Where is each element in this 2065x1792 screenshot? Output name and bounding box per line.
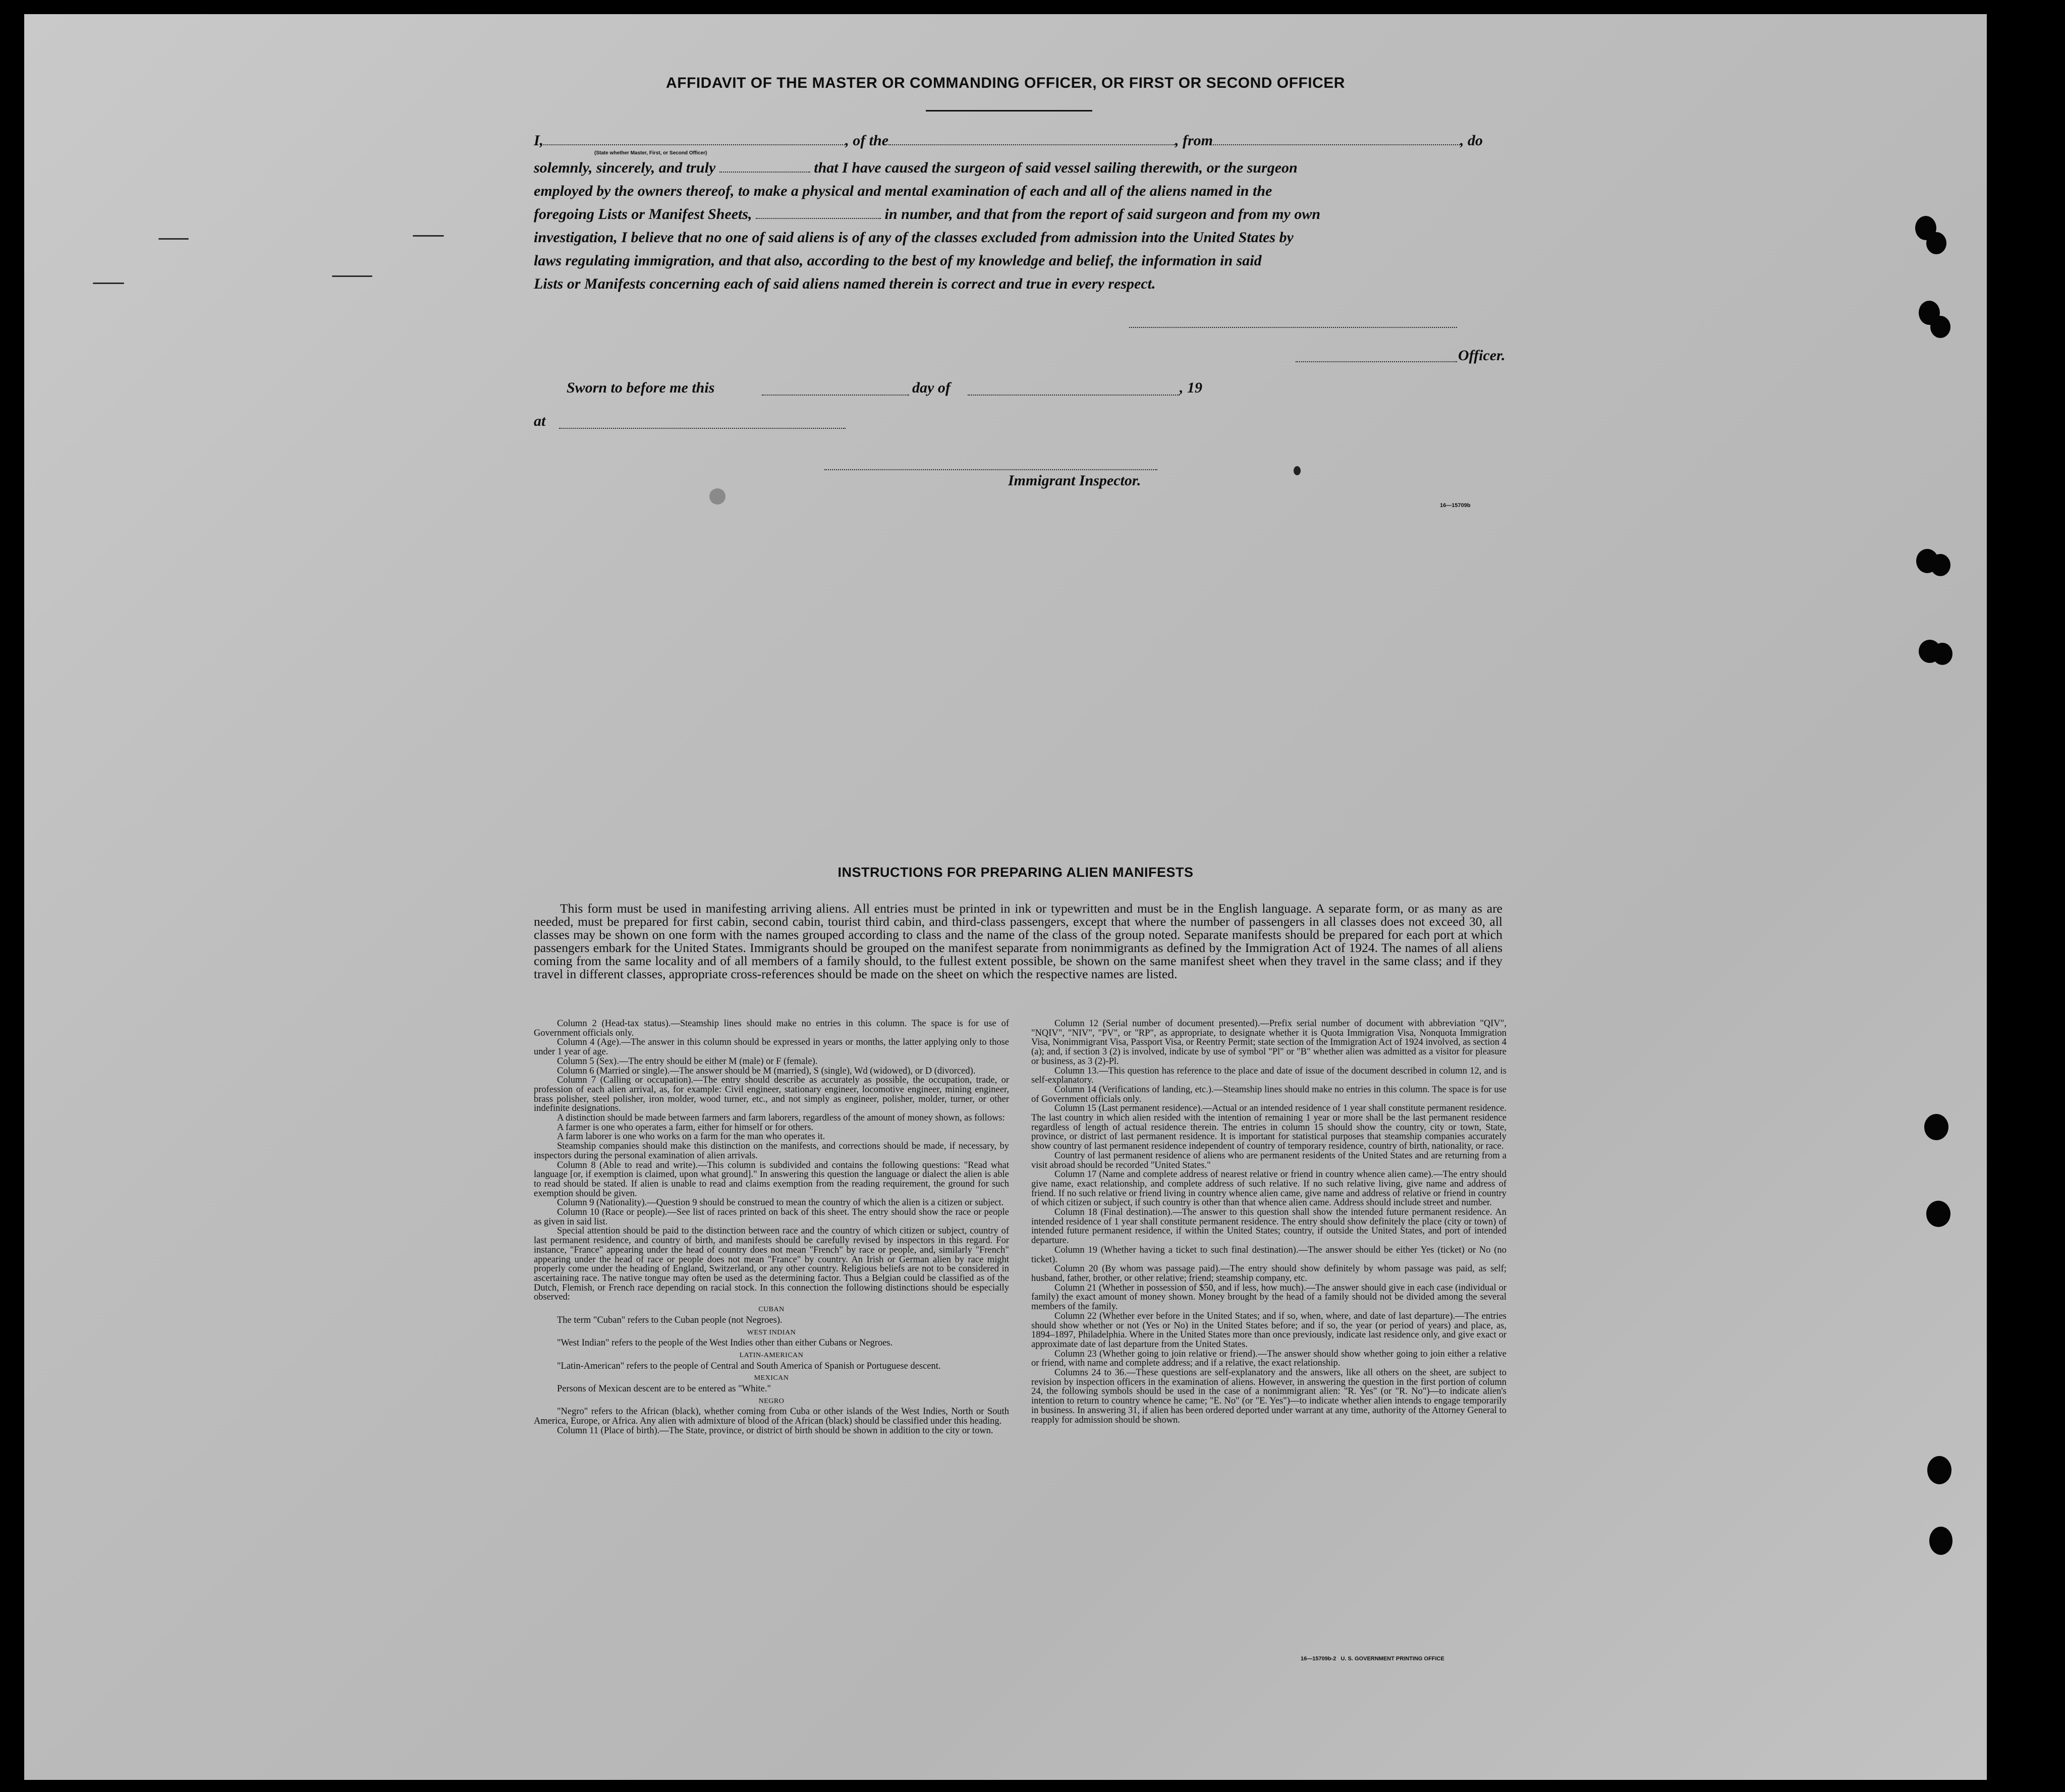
instructions-intro: This form must be used in manifesting arriving aliens. All entries must be printed in ink or typewritten and must be in the English language. A separate form, or as many as are needed, must be prepared for first cabin, second cabin, tourist third cabin, and third-class passengers, except that where the number of passengers in all classes does not exceed 30, all classes may be shown on one form with the names grouped according to class and the name of the class of the group noted. Separate manifests should be prepared for each port at which passengers embark for the United States. Immigrants should be grouped on the manifest separate from nonimmigrants as defined by the Immigration Act of 1924. The names of all aliens coming from the same locality and of all members of a family should, to the fullest extent possible, be shown on the same manifest sheet when they travel in the same class; and if they travel in different classes, appropriate cross-references should be made on the sheet on which the respective names are listed.	[534, 901, 1502, 981]
latin-american-heading: LATIN-AMERICAN	[739, 1351, 804, 1359]
col-12-note: Column 12 (Serial number of document presented).—Prefix serial number of document with abbreviation "QIV", "NQIV", "NIV", "PV", or "RP", as appropriate, to designate whether it is Quota Immigration Visa, Nonquota Immigration Visa, Nonimmigrant Visa, Passport Visa, or Reentry Permit; state section of the Immigration Act of 1924 involved, as section 4 (a); and, if section 3 (2) is involved, indicate by use of symbol "Pl" or "B" whether alien was admitted as a visitor for pleasure or business, as 3 (2)-Pl.	[1031, 1019, 1506, 1067]
col-20-note: Column 20 (By whom was passage paid).—The entry should show definitely by whom passage was paid, as self; husband, father, brother, or other relative; friend; steamship company, etc.	[1031, 1264, 1506, 1283]
col-21-note: Column 21 (Whether in possession of $50, and if less, how much).—The answer should give in each case (individual or family) the exact amount of money shown. Money brought by the head of a family should not be divided among the several members of the family.	[1031, 1282, 1506, 1312]
affidavit-l4a: foregoing Lists or Manifest Sheets,	[534, 206, 752, 222]
sworn-month-field[interactable]	[968, 395, 1180, 396]
affidavit-line-4	[534, 203, 1320, 226]
punch-hole	[1924, 1114, 1948, 1140]
sheet-count-field[interactable]	[756, 207, 881, 219]
affidavit-line-6: laws regulating immigration, and that also, according to the best of my knowledge and belief, the information in said	[534, 252, 1262, 269]
officer-signature-line[interactable]	[1296, 361, 1457, 362]
col-8-note: Column 8 (Able to read and write).—This column is subdivided and contains the following questions: "Read what language [or, if exemption is claimed, upon what ground]." In answering this question the language or dialect the alien is able to read should be stated. If alien is unable to read and claims exemption from the reading requirement, the ground for such exemption should be given.	[534, 1160, 1009, 1199]
vessel-name-field[interactable]	[888, 133, 1175, 145]
ink-mark	[93, 283, 124, 284]
farmer-definition: A farmer is one who operates a farm, either for himself or for others.	[557, 1122, 814, 1133]
returning-residents-note: Country of last permanent residence of aliens who are permanent residents of the United States and are returning from a visit abroad should be recorded "United States."	[1031, 1150, 1506, 1170]
col-24-36-note: Columns 24 to 36.—These questions are self-explanatory and the answers, like all others on the sheet, are subject to revision by inspection officers in the examination of aliens. However, in answering the question in the first portion of column 24, the following symbols should be used in the case of a nonimmigrant alien: "R. Yes" (or "R. No")—to indicate alien's intention to return to country whence he came; "E. No" (or "E. Yes")—to indicate whether alien intends to engage temporarily in business. In answering 31, if alien has been ordered deported under warrant at any time, authority of the Attorney General to reapply for admission should be shown.	[1031, 1368, 1506, 1425]
footer-code: 16—15709b-2	[1301, 1656, 1336, 1662]
oath-field[interactable]	[719, 160, 810, 173]
ink-mark	[158, 238, 189, 240]
manifest-sheet	[24, 14, 1987, 1780]
instructions-left-column	[534, 1019, 1009, 1436]
printer-imprint: U. S. GOVERNMENT PRINTING OFFICE	[1341, 1656, 1444, 1662]
col-23-note: Column 23 (Whether going to join relative or friend).—The answer should show whether going to join either a relative or friend, with name and complete address; and if a relative, the exact relationship.	[1031, 1349, 1506, 1369]
negro-heading: NEGRO	[758, 1397, 785, 1405]
affidavit-l4b: in number, and that from the report of said surgeon and from my own	[884, 206, 1321, 222]
footer-form-code	[1301, 1656, 1444, 1662]
stain-mark	[709, 488, 725, 505]
col-18-note: Column 18 (Final destination).—The answer to this question shall show the intended future permanent residence. An intended residence of 1 year shall constitute permanent residence. The entry should show definitely the place (city or town) of intended future permanent residence, if within the United States; country, if outside the United States, and port of intended departure.	[1031, 1207, 1506, 1246]
col-5-note: Column 5 (Sex).—The entry should be either M (male) or F (female).	[557, 1056, 818, 1067]
punch-hole	[1926, 232, 1946, 254]
affidavit-line-3: employed by the owners thereof, to make a physical and mental examination of each and all of the aliens named in the	[534, 183, 1272, 199]
col-4-note: Column 4 (Age).—The answer in this column should be expressed in years or months, the latter applying only to those under 1 year of age.	[534, 1037, 1009, 1057]
punch-hole	[1929, 1527, 1952, 1555]
title-rule	[926, 110, 1092, 111]
affidavit-from: , from	[1175, 132, 1213, 149]
col-13-note: Column 13.—This question has reference to the place and date of issue of the document described in column 12, and is self-explanatory.	[1031, 1066, 1506, 1086]
affidavit-line-2	[534, 156, 1298, 180]
affidavit-do: , do	[1460, 132, 1483, 149]
punch-hole	[1930, 554, 1950, 576]
west-indian-definition: "West Indian" refers to the people of the West Indies other than either Cubans or Negroes.	[557, 1338, 893, 1349]
latin-american-definition: "Latin-American" refers to the people of Central and South America of Spanish or Portuguese descent.	[557, 1361, 941, 1371]
day-of-label: day of	[912, 379, 951, 396]
officer-label: Officer.	[1458, 347, 1505, 364]
sworn-place-field[interactable]	[559, 428, 846, 429]
affidavit-l2a: solemnly, sincerely, and truly	[534, 159, 716, 176]
col-6-note: Column 6 (Married or single).—The answer should be M (married), S (single), Wd (widowed), or D (divorced).	[557, 1066, 976, 1076]
col-14-note: Column 14 (Verifications of landing, etc.).—Steamship lines should make no entries in this column. The space is for use of Government officials only.	[1031, 1084, 1506, 1104]
cuban-definition: The term "Cuban" refers to the Cuban people (not Negroes).	[557, 1315, 783, 1325]
at-label: at	[534, 413, 546, 429]
col-22-note: Column 22 (Whether ever before in the United States; and if so, when, where, and date of last departure).—The entries should show whether or not (Yes or No) in the United States before; and if so, the year (or period of years) and place, as, 1894–1897, Philadelphia. Where in the United States more than once previously, indicate last residence only, and give exact or approximate date of last departure from the United States.	[1031, 1311, 1506, 1350]
farm-laborer-definition: A farm laborer is one who works on a farm for the man who operates it.	[557, 1132, 825, 1142]
col-9-note: Column 9 (Nationality).—Question 9 should be construed to mean the country of which the alien is a citizen or subject.	[557, 1198, 1004, 1208]
col-7-note: Column 7 (Calling or occupation).—The entry should describe as accurately as possible, the occupation, trade, or profession of each alien arrival, as, for example: Civil engineer, stationary engineer, locomotive engineer, mining engineer, brass polisher, steel polisher, iron molder, wood turner, etc., and not simply as engineer, polisher, molder, turner, or other indefinite designations.	[534, 1075, 1009, 1114]
mexican-heading: MEXICAN	[754, 1374, 789, 1382]
affidavit-l2b: that I have caused the surgeon of said vessel sailing therewith, or the surgeon	[814, 159, 1298, 176]
ink-mark	[332, 275, 372, 277]
affidavit-form-code: 16—15709b	[1440, 502, 1471, 509]
ink-mark	[413, 235, 444, 237]
col-10-note: Column 10 (Race or people).—See list of races printed on back of this sheet. The entry should show the race or people as given in said list.	[534, 1207, 1009, 1227]
affidavit-line-1	[534, 129, 1483, 152]
affidavit-line-5: investigation, I believe that no one of said aliens is of any of the classes excluded from admission into the United States by	[534, 229, 1294, 246]
affidavit-line-7: Lists or Manifests concerning each of said aliens named therein is correct and true in every respect.	[534, 275, 1156, 292]
punch-hole	[1926, 1201, 1950, 1227]
sworn-label: Sworn to before me this	[567, 379, 715, 396]
affidavit-i: I,	[534, 132, 544, 149]
instructions-title: INSTRUCTIONS FOR PREPARING ALIEN MANIFESTS	[838, 865, 1194, 880]
mexican-definition: Persons of Mexican descent are to be entered as "White."	[557, 1384, 771, 1394]
officer-rank-field[interactable]	[543, 133, 845, 145]
punch-hole	[1927, 1456, 1951, 1484]
affidavit-title: AFFIDAVIT OF THE MASTER OR COMMANDING OFFICER, OR FIRST OR SECOND OFFICER	[666, 75, 1345, 91]
ink-blot	[1294, 466, 1301, 475]
punch-hole	[1930, 316, 1950, 338]
rank-note: (State whether Master, First, or Second Officer)	[594, 150, 707, 156]
sworn-day-field[interactable]	[762, 395, 909, 396]
instructions-right-column	[1031, 1019, 1506, 1425]
cuban-heading: CUBAN	[758, 1306, 785, 1314]
farmer-distinction: A distinction should be made between farmers and farm laborers, regardless of the amount of money shown, as follows:	[557, 1113, 1005, 1124]
port-from-field[interactable]	[1213, 133, 1460, 145]
col-11-note: Column 11 (Place of birth).—The State, province, or district of birth should be shown in addition to the city or town.	[557, 1425, 993, 1436]
inspector-signature-line[interactable]	[824, 469, 1157, 470]
col-15-note: Column 15 (Last permanent residence).—Actual or an intended residence of 1 year shall constitute permanent residence. The last country in which alien resided with the intention of remaining 1 year or more shall be the last permanent residence regardless of length of actual residence therein. The entries in column 15 should show the country, city or town, State, province, or district of last permanent residence. It is important for statistical purposes that steamship companies accurately show country of last permanent residence independent of country of temporary residence, country of birth, nationality, or race.	[1031, 1103, 1506, 1152]
affidavit-of-the: , of the	[845, 132, 889, 149]
negro-definition: "Negro" refers to the African (black), whether coming from Cuba or other islands of the West Indies, North or South America, Europe, or Africa. Any alien with admixture of blood of the African (black) should be classified under this heading.	[534, 1407, 1009, 1427]
year-label: , 19	[1180, 379, 1202, 396]
col-17-note: Column 17 (Name and complete address of nearest relative or friend in country whence alien came).—The entry should give name, exact relationship, and complete address of such relative. If no such relative living, give name and address of friend. If no such relative or friend living in country whence alien came, give name and address of relative or friend in country of which citizen or subject, if such country is other than that whence alien came. Address should include street and number.	[1031, 1169, 1506, 1208]
race-attention-note: Special attention should be paid to the distinction between race and the country of which citizen or subject, country of last permanent residence, and country of birth, and manifests should be carefully revised by inspectors in this regard. For instance, "France" appearing under the head of country does not mean "French" by race or people, and, similarly "French" appearing under the head of race or people does not mean "France" by country. An Irish or German alien by race might properly come under the heading of England, Switzerland, or any other country. Religious beliefs are not to be considered in ascertaining race. The native tongue may often be used as the determining factor. Thus a Belgian could be classified as of the Dutch, Flemish, or French race depending on racial stock. In this connection the following distinctions should be especially observed:	[534, 1226, 1009, 1303]
col-2-note: Column 2 (Head-tax status).—Steamship lines should make no entries in this column. The space is for use of Government officials only.	[534, 1019, 1009, 1038]
col-19-note: Column 19 (Whether having a ticket to such final destination).—The answer should be either Yes (ticket) or No (no ticket).	[1031, 1245, 1506, 1265]
punch-hole	[1932, 643, 1952, 665]
signature-line[interactable]	[1129, 327, 1457, 328]
west-indian-heading: WEST INDIAN	[747, 1328, 796, 1336]
steamship-distinction: Steamship companies should make this distinction on the manifests, and corrections should be made, if necessary, by inspectors during the personal examination of alien arrivals.	[534, 1141, 1009, 1161]
inspector-label: Immigrant Inspector.	[1008, 472, 1141, 489]
